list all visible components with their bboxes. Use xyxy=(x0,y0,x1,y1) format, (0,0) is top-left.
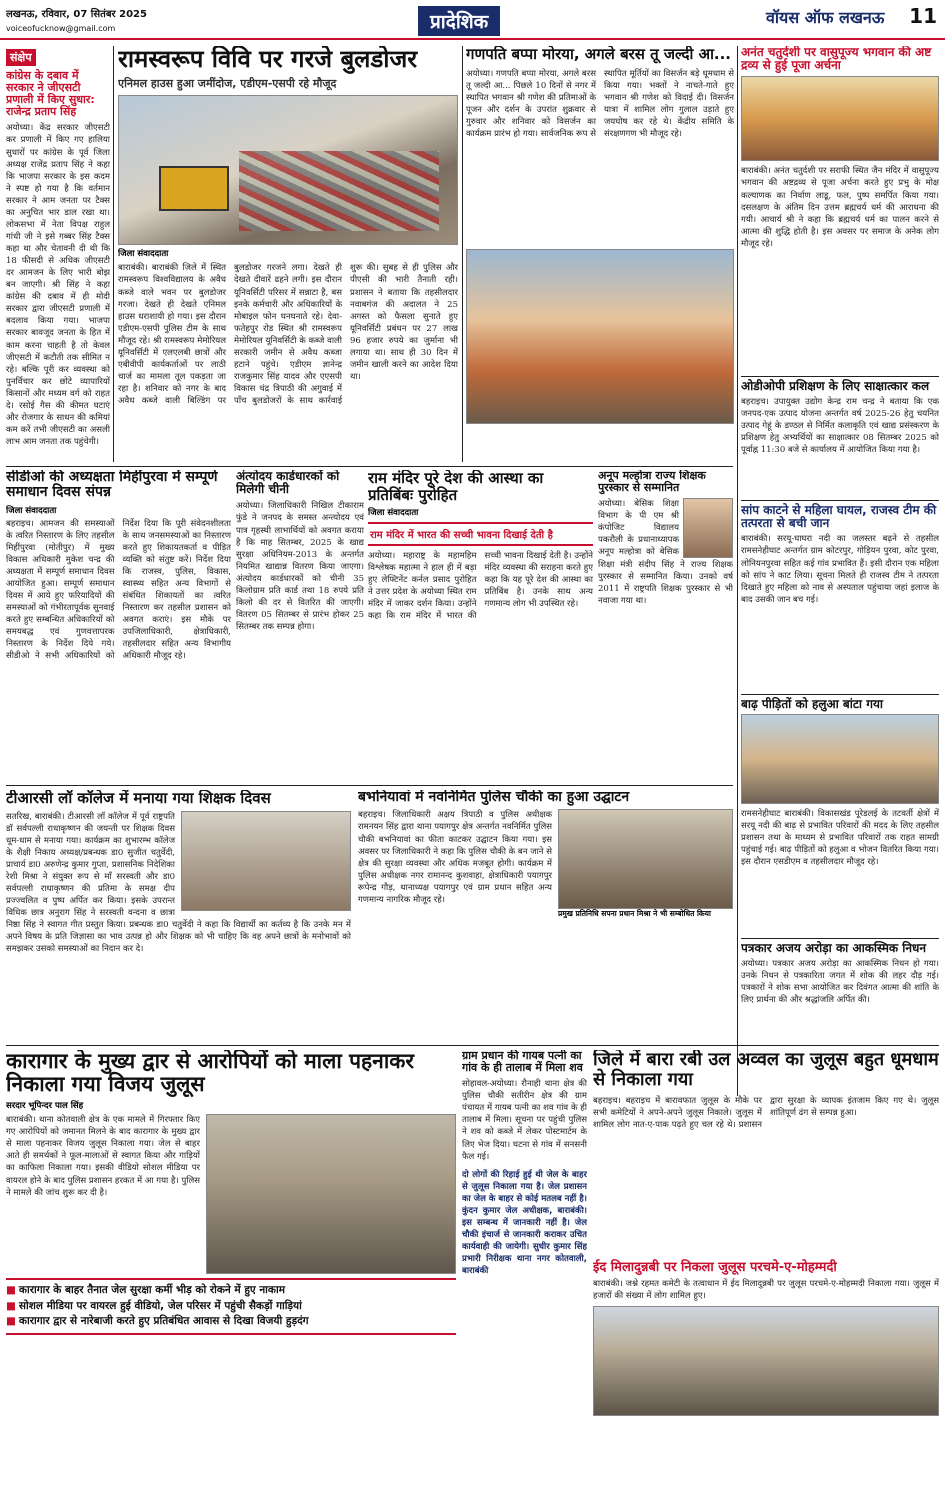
brief-headline: कांग्रेस के दबाव में सरकार ने जीएसटी प्रणाली में किए सुधार: राजेन्द्र प्रताप सिंह xyxy=(6,69,95,119)
bullet-icon: ■ xyxy=(6,1284,16,1297)
flood-story xyxy=(741,694,939,934)
page-number: 11 xyxy=(909,4,937,28)
ram-story xyxy=(368,470,593,780)
lead-headline: रामस्वरूप विवि पर गरजे बुलडोजर xyxy=(118,46,418,73)
date-line: लखनऊ, रविवार, 07 सितंबर 2025 xyxy=(6,9,147,20)
odop-body: बहराइच। उपायुक्त उद्योग केन्द्र राम चन्द्र ने बताया कि एक जनपद-एक उत्पाद योजना अन्तर्गत वर्ष 2025-26 हेतु चयनित उत्पाद गेहूं के डण्ठल से निर्मित कलाकृति एवं खाद्य प्रसंस्करण के प्रशिक्षण हेतु अभ्यर्थियों का साक्षात्कार 08 सितम्बर 2025 को पूर्वाह्न 11:30 बजे से कार्यालय में आयोजित किया गया है। xyxy=(741,397,939,456)
trc-headline: टीआरसी लॉ कॉलेज में मनाया गया शिक्षक दिवस xyxy=(6,790,271,807)
divider xyxy=(6,466,733,467)
bullet-item xyxy=(6,1300,456,1314)
sugar-headline: अंत्योदय कार्डधारकों को मिलेगी चीनी xyxy=(236,470,340,497)
ram-headline: राम मंदिर पूरे देश की आस्था का प्रतिबिंबः पुरोहित xyxy=(368,470,544,504)
pond-body: सोहावल-अयोध्या। रौनाही थाना क्षेत्र की पुलिस चौकी सतीरीन क्षेत्र की ग्राम पंचायत में गायब पत्नी का शव गांव के ही तालाब में मिला। सूचना पर पहुंची पुलिस ने शव को कब्जे में लेकर पोस्टमार्टम के लिए भेज दिया। घटना से गांव में सनसनी फैल गई। xyxy=(462,1079,587,1162)
ganpati-story xyxy=(466,46,734,462)
ram-pull-quote: राम मंदिर में भारत की सच्ची भावना दिखाई देती है xyxy=(368,522,593,546)
police-post-headline: बभनियावां में नवनिर्मित पुलिस चौकी का हुआ उद्घाटन xyxy=(358,790,630,805)
ram-body: अयोध्या। महाराष्ट्र के महामहिम विश्लेषक महात्मा ने हाल ही में बड़ा हुए लेफ्टिनेंट कर्नल प्रसाद पुरोहित ने उत्तर प्रदेश के अयोध्या स्थित राम मंदिर में जाकर दर्शन किया। उन्होंने कहा कि राम मंदिर में भारत की सच्ची भावना दिखाई देती है। उन्होंने मंदिर व्यवस्था की सराहना करते हुए कहा कि यह पूरे देश की आस्था का प्रतिबिंब है। उनके साथ अन्य गणमान्य लोग भी उपस्थित रहे। xyxy=(368,551,593,622)
jail-headline: कारागार के मुख्य द्वार से आरोपियों को माला पहनाकर निकाला गया विजय जुलूस xyxy=(6,1050,414,1097)
trc-photo xyxy=(181,811,351,911)
bullet-item xyxy=(6,1284,456,1298)
bulldozer-icon xyxy=(159,166,229,211)
ganpati-headline: गणपति बप्पा मोरया, अगले बरस तू जल्दी आ... xyxy=(466,46,731,63)
pond-story xyxy=(462,1050,587,1494)
cdo-body: बहराइच। आमजन की समस्याओं के त्वरित निस्तारण के लिए तहसील मिहींपुरवा (मोतीपुर) में मुख्य विकास अधिकारी मुकेश चन्द्र की अध्यक्षता में सम्पूर्ण समाधान दिवस आयोजित हुआ। सम्पूर्ण समाधान दिवस में आये हुए फरियादियों की समस्याओं को गंभीरतापूर्वक सुनवाई करते हुए सम्बन्धित अधिकारियों को समयबद्ध एवं गुणवत्तापरक निस्तारण के निर्देश दिये गये। सीडीओ ने सभी अधिकारियों को निर्देश दिया कि पूरी संवेदनशीलता के साथ जनसमस्याओं का निस्तारण करते हुए शिकायतकर्ता व पीड़ित व्यक्ति को संतुष्ट करें। निर्देश दिया कि राजस्व, पुलिस, विकास, स्वास्थ्य सहित अन्य विभागों से संबंधित शिकायतों का त्वरित निस्तारण कर तहसील प्रशासन को अवगत कराएं। इस मौके पर उपजिलाधिकारी, क्षेत्राधिकारी, तहसीलदार सहित अन्य विभागीय अधिकारी मौजूद रहे। xyxy=(6,518,231,662)
bullet-icon: ■ xyxy=(6,1299,16,1312)
snake-story xyxy=(741,500,939,690)
odop-headline: ओडीओपी प्रशिक्षण के लिए साक्षात्कार कल xyxy=(741,379,930,393)
flood-headline: बाढ़ पीड़ितों को हलुआ बांटा गया xyxy=(741,697,884,711)
bullet-text: सोशल मीडिया पर वायरल हुई वीडियो, जेल परिसर में पहुंची सैकड़ों गाड़ियां xyxy=(18,1299,302,1312)
anant-headline: अनंत चतुर्दशी पर वासुपूज्य भगवान की अष्ट द्रव्य से हुई पूजा अर्चना xyxy=(741,46,932,73)
rubble-pile xyxy=(239,151,439,231)
cdo-headline: सीडीओ की अध्यक्षता मिहींपुरवा में सम्पूर्ण समाधान दिवस संपन्न xyxy=(6,470,218,501)
sugar-body: अयोध्या। जिलाधिकारी निखिल टीकाराम फुंडे ने जनपद के समस्त अन्त्योदय एवं पात्र गृहस्थी लाभार्थियों को अवगत कराया है कि माह सितम्बर, 2025 के खाद्य सुरक्षा अधिनियम-2013 के अन्तर्गत नियमित खाद्यान्न वितरण किया जाएगा। अंत्योदय कार्डधारकों को चीनी 35 किलोग्राम प्रति कार्ड तथा 18 रुपये प्रति किलो की दर से वितरित की जाएगी। वितरण 05 सितम्बर से प्रारंभ होकर 25 सितम्बर तक सम्पन्न होगा। xyxy=(236,501,364,632)
snake-body: बाराबंकी। सरयू-घाघरा नदी का जलस्तर बढ़ने से तहसील रामसनेहीघाट अन्तर्गत ग्राम कोटरपुर, गोड़ियन पुरवा, कोट पुरवा, लोनियनपुरवा सहित कई गांव प्रभावित हैं। इसी दौरान एक महिला को सांप ने काट लिया। सूचना मिलते ही राजस्व टीम ने तत्परता दिखाते हुए महिला को नाव से अस्पताल पहुंचाया जहां इलाज के बाद उसकी जान बच गई। xyxy=(741,534,939,605)
eid-body: बाराबंकी। जश्ने रहमत कमेटी के तत्वाधान में ईद मिलादुन्नबी पर जुलूस परचमे-ए-मोहम्मदी निकाला गया। जुलूस में हजारों की संख्या में लोग शामिल हुए। xyxy=(593,1278,939,1301)
flood-body: रामसनेहीघाट बाराबंकी। विकासखंड पूरेडलई के तटवर्ती क्षेत्रों में सरयू नदी की बाढ़ से प्रभावित परिवारों की मदद के लिए तहसील प्रशासन तथा के माध्यम से प्रभावित परिवारों तक राहत सामग्री पहुंचाई गई। बाढ़ पीड़ितों को हलुआ व भोजन वितरित किया गया। इस दौरान एसडीएम व तहसीलदार मौजूद रहे। xyxy=(741,809,939,868)
odop-story xyxy=(741,376,939,496)
obituary-body: अयोध्या। पत्रकार अजय अरोड़ा का आकस्मिक निधन हो गया। उनके निधन से पत्रकारिता जगत में शोक की लहर दौड़ गई। पत्रकारों ने शोक सभा आयोजित कर दिवंगत आत्मा की शांति के लिए प्रार्थना की और श्रद्धांजलि अर्पित की। xyxy=(741,959,939,1006)
demolition-photo xyxy=(118,95,458,245)
cdo-dateline: जिला संवाददाता xyxy=(6,505,57,516)
jail-body: बाराबंकी। थाना कोतवाली क्षेत्र के एक मामले में गिरफ्तार किए गए आरोपियों को जमानत मिलने के बाद कारागार के मुख्य द्वार से माला पहनाकर विजय जुलूस निकाला गया। जेल से बाहर आते ही समर्थकों ने फूल-मालाओं से स्वागत किया और गाड़ियों का काफिला निकाला गया। इसकी वीडियो सोशल मीडिया पर वायरल होने के बाद पुलिस प्रशासन हरकत में आ गया है। पुलिस ने मामले की जांच शुरू कर दी है। xyxy=(6,1115,200,1198)
divider xyxy=(6,1045,939,1046)
anant-story xyxy=(741,46,939,371)
brief-body: अयोध्या। केंद्र सरकार जीएसटी कर प्रणाली में किए गए हालिया सुधारों पर कांग्रेस के पूर्व जिला अध्यक्ष राजेंद्र प्रताप सिंह ने कहा कि भाजपा सरकार के इस कदम ने स्पष्ट हो गया है कि वर्तमान सरकार ने आम जनता पर टैक्स का अनुचित भार डाल रखा था। लोकसभा में नेता विपक्ष राहुल गांधी जी ने इसे गब्बर सिंह टैक्स कहा था और चेतावनी दी थी कि 18 फीसदी से अधिक जीएसटी दर आमजन के लिए भारी बोझ बन जाएगी। श्री सिंह ने कहा कांग्रेस की दबाव में ही मोदी सरकार द्वारा जीएसटी प्रणाली में बदलाव किया गया। भाजपा सरकार बावजूद जनता के हित में काम करना चाहती है तो केवल जीएसटी में कटौती तक सीमित न रहे। बल्कि पूरी कर व्यवस्था को पुनर्विचार कर छोटे व्यापारियों किसानों और मध्यम वर्ग को राहत दे। रसोई गैस की कीमत घटाएं और रोजगार के साधन की कमियां कम करें तभी जीएसटी का असली लाभ आम जनता तक पहुंचेगी। xyxy=(6,123,110,447)
police-post-body: बहराइच। जिलाधिकारी अक्षय त्रिपाठी व पुलिस अधीक्षक रामनयन सिंह द्वारा थाना पयागपुर क्षेत्र अन्तर्गत नवनिर्मित पुलिस चौकी बभनियावां का फीता काटकर उद्घाटन किया गया। इस अवसर पर जिलाधिकारी ने कहा कि पुलिस चौकी के बन जाने से क्षेत्र की सुरक्षा व्यवस्था और अधिक मजबूत होगी। कार्यक्रम में पुलिस अधीक्षक नगर रामानन्द कुशवाहा, क्षेत्राधिकारी पयागपुर रूपेन्द्र गौड़, थानाध्यक्ष पयागपुर एवं ग्राम प्रधान सहित अन्य गणमान्य नागरिक मौजूद रहे। xyxy=(358,810,552,905)
obituary-story xyxy=(741,938,939,1058)
brief-tag: संक्षेप xyxy=(6,49,36,66)
rabi-body: बहराइच। बहराइच में बारावफात जुलूस के मौके पर सभी कमेटियों ने अपने-अपने जुलूस निकाले। जुलूस में शामिल लोग नात-ए-पाक पढ़ते हुए चल रहे थे। प्रशासन द्वारा सुरक्षा के व्यापक इंतजाम किए गए थे। जुलूस शांतिपूर्ण ढंग से सम्पन्न हुआ। xyxy=(593,1095,939,1130)
divider xyxy=(113,46,114,462)
temple-photo xyxy=(741,76,939,161)
rabi-headline: जिले में बारा रबी उल अव्वल का जुलूस बहुत धूमधाम से निकाला गया xyxy=(593,1050,939,1090)
trc-body: सतरिख, बाराबंकी। टीआरसी लॉ कॉलेज में पूर्व राष्ट्रपति डॉ सर्वपल्ली राधाकृष्णन की जयन्ती पर शिक्षक दिवस धूम-धाम से मनाया गया। कार्यक्रम का शुभारम्भ कॉलेज के शैक्षी निकाय अध्यक्ष/प्रबन्धक डा0 सुजीत चतुर्वेदी, प्राचार्य डा0 अरुणेन्द्र कुमार गुप्ता, प्रशासनिक निदेशिका रेशी मिश्रा ने संयुक्त रूप से माँ सरस्वती और डा0 सर्वपल्ली राधाकृष्णन की प्रतिमा के समक्ष दीप प्रज्ज्वलित व पुष्प अर्पित कर किया। इसके उपरान्त विधिक छात्र अनुराग सिंह ने सरस्वती वन्दना व छात्रा निष्ठा सिंह ने स्वागत गीत प्रस्तुत किया। प्रबन्धक डा0 चतुर्वेदी ने कहा कि विद्यार्थी का कर्तव्य है कि उनके मन में अपने विषय के प्रति जिज्ञासा का भाव उत्पन्न हो और शिक्षक को भी चाहिए कि वह अपने छात्रों के मनोभावों को समझकर उसको समस्याओं का निदान कर दे। xyxy=(6,811,351,955)
anoop-photo xyxy=(683,498,733,558)
procession-photo xyxy=(593,1306,939,1416)
flood-photo xyxy=(741,714,939,804)
email: voiceofucknow@gmail.com xyxy=(6,24,116,33)
lead-dateline: जिला संवाददाता xyxy=(118,249,169,260)
rabi-story xyxy=(593,1050,939,1494)
procession-photo xyxy=(466,249,734,424)
divider xyxy=(737,46,738,1096)
ganpati-body: अयोध्या। गणपति बप्पा मोरया, अगले बरस तू जल्दी आ... पिछले 10 दिनों से नगर में स्थापित भगवान श्री गणेश की प्रतिमाओं के पूजन और दर्शन के उपरांत शुक्रवार से गुरुवार और शनिवार को विसर्जन का कार्यक्रम प्रारंभ हो गया। सार्वजनिक रूप से स्थापित मूर्तियों का विसर्जन बड़े धूमधाम से किया गया। भक्तों ने नाचते-गाते हुए भगवान श्री गणेश को विदाई दी। विसर्जन यात्रा में शामिल लोग गुलाल उड़ाते हुए जयघोष कर रहे थे। केंद्रीय समिति के संरक्षणगण भी मौजूद रहे। xyxy=(466,68,734,139)
bullet-icon: ■ xyxy=(6,1315,16,1328)
eid-headline: ईद मिलादुन्नबी पर निकला जुलूस परचमे-ए-मोहम्मदी xyxy=(593,1259,837,1275)
brand-name: वॉयस ऑफ लखनऊ xyxy=(766,8,885,27)
trc-story xyxy=(6,790,351,1040)
bullet-item xyxy=(6,1315,456,1329)
masthead xyxy=(0,0,945,40)
police-post-caption: प्रमुख प्रतिनिधि सपना प्रधान मिश्रा ने भी सम्बोधित किया xyxy=(558,909,711,919)
left-column xyxy=(6,46,110,462)
jail-photo xyxy=(206,1114,456,1274)
cdo-story xyxy=(6,470,231,770)
anant-body: बाराबंकी। अनंत चतुर्दशी पर सराफी स्थित जैन मंदिर में वासुपूज्य भगवान की अष्टद्रव्य से पूजा अर्चना करते हुए प्रभु के मोक्ष कल्याणक का निर्वाण लाडू, फल, पुष्प समर्पित किया गया। दसलक्षण के अंतिम दिन उत्तम ब्रह्मचर्य धर्म की आराधना की गयी। आचार्य श्री ने कहा कि ब्रह्मचर्य धर्म का पालन करने से आत्मा की शुद्धि होती है। इस अवसर पर समाज के अनेक लोग मौजूद रहे। xyxy=(741,166,939,249)
obituary-headline: पत्रकार अजय अरोड़ा का आकस्मिक निधन xyxy=(741,941,927,955)
jail-story xyxy=(6,1050,456,1494)
sugar-story xyxy=(236,470,364,780)
anoop-headline: अनूप मल्होत्रा राज्य शिक्षक पुरस्कार से सम्मानित xyxy=(598,470,706,495)
snake-headline: सांप काटने से महिला घायल, राजस्व टीम की तत्परता से बची जान xyxy=(741,503,937,531)
lead-body: बाराबंकी। बाराबंकी जिले में स्थित रामस्वरूप विश्वविद्यालय के अवैध कब्जे वाले भवन पर बुलडोजर गरजा। देखते ही देखते एनिमल हाउस धराशायी हो गया। इस दौरान एडीएम-एसपी पुलिस टीम के साथ मौजूद रहे। श्री रामस्वरूप मेमोरियल यूनिवर्सिटी में एलएलबी छात्रों और एबीवीपी कार्यकर्ताओं पर लाठी चार्ज का मामला तूल पकड़ता जा रहा है। शनिवार को नगर के बाद अवैध कब्जे वाली बिल्डिंग पर बुलडोजर गरजने लगा। देखते ही देखते दीवारें ढहने लगी। इस दौरान यूनिवर्सिटी परिसर में सन्नाटा है, बस इनके कर्मचारी और अधिकारियों के मोबाइल फोन घनघनाते रहे। देवा-फतेहपुर रोड स्थित श्री रामस्वरूप मेमोरियल यूनिवर्सिटी के कब्जे वाली सरकारी जमीन से अवैध कब्जा हटाने पहुंचे। एडीएम ज्ञानेन्द्र राजकुमार सिंह यादव और एएसपी विकास चंद्र त्रिपाठी की अगुवाई में पाँच बुलडोजरों के साथ कार्रवाई शुरू की। सुबह से ही पुलिस और पीएसी की भारी तैनाती रही। प्रशासन ने बताया कि तहसीलदार नवाबगंज की अदालत ने 25 अगस्त को फैसला सुनाते हुए यूनिवर्सिटी प्रबंधन पर 27 लाख 96 हजार रुपये का जुर्माना भी लगाया था। साथ ही 30 दिन में जमीन खाली करने का आदेश दिया था। xyxy=(118,263,458,407)
jail-bullets xyxy=(6,1278,456,1335)
police-post-story xyxy=(358,790,733,1040)
jail-byline: सरदार भूपिन्दर पाल सिंह xyxy=(6,1101,84,1112)
divider xyxy=(6,785,733,786)
divider xyxy=(462,46,463,462)
pond-quote-box: दो लोगों की रिहाई हुई थी जेल के बाहर से जुलूस निकाला गया है। जेल प्रशासन का जेल के बाहर से कोई मतलब नहीं है। कुंदन कुमार जेल अधीक्षक, बाराबंकी। इस सम्बन्ध में जानकारी नहीं है। जेल चौकी इंचार्ज से जानकारी कराकर उचित कार्यवाही की जायेगी। सुधीर कुमार सिंह प्रभारी निरीक्षक थाना नगर कोतवाली, बाराबंकी xyxy=(462,1169,587,1277)
pond-headline: ग्राम प्रधान की गायब पत्नी का गांव के ही तालाब में मिला शव xyxy=(462,1050,583,1075)
lead-deck: एनिमल हाउस हुआ जमींदोज, एडीएम-एसपी रहे मौजूद xyxy=(118,77,337,91)
bullet-text: कारागार द्वार से नारेबाजी करते हुए प्रतिबंधित आवास से दिखा विजयी हुड़दंग xyxy=(18,1315,309,1328)
lead-story xyxy=(118,46,458,462)
section-title: प्रादेशिक xyxy=(418,6,500,36)
bullet-text: कारागार के बाहर तैनात जेल सुरक्षा कर्मी भीड़ को रोकने में हुए नाकाम xyxy=(18,1284,285,1297)
ram-dateline: जिला संवाददाता xyxy=(368,508,419,518)
police-post-photo xyxy=(558,809,733,909)
anoop-body: अयोध्या। बेसिक शिक्षा विभाग के पी एम श्री कंपोजिट विद्यालय पकरौली के प्रधानाध्यापक अनूप मल्होत्रा को बेसिक शिक्षा मंत्री संदीप सिंह ने राज्य शिक्षक पुरस्कार से सम्मानित किया। उनको वर्ष 2011 में राष्ट्रपति शिक्षक पुरस्कार से भी नवाजा गया था। xyxy=(598,499,733,606)
anoop-story xyxy=(598,470,733,780)
